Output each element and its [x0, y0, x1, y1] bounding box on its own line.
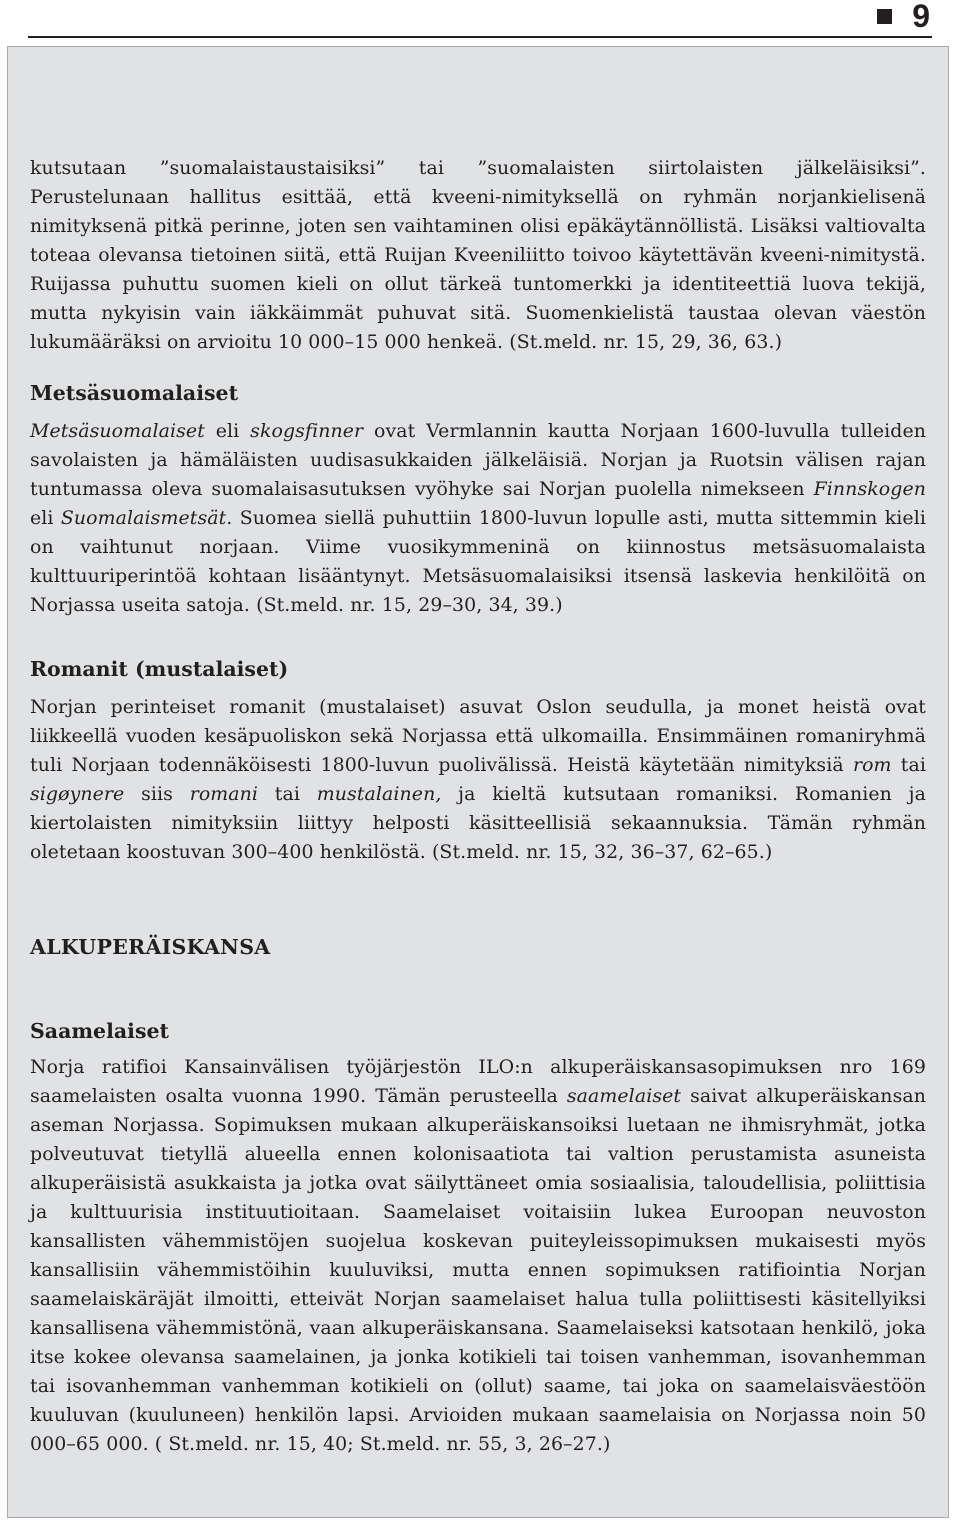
term-saamelaiset: saamelaiset — [566, 1085, 682, 1107]
term-romani: romani — [189, 783, 259, 805]
metsasuomalaiset-paragraph — [30, 417, 926, 620]
text-run: Norja ratifioi Kansainvälisen työjärjestön ILO:n alkuperäiskansasopimuksen nro 169 saamelaisten osalta vuonna 1990. Tämän perusteella — [30, 1056, 926, 1107]
text-run: tai — [891, 754, 926, 776]
saamelaiset-paragraph — [30, 1053, 926, 1459]
intro-paragraph: kutsutaan ”suomalaistaustaisiksi” tai ”suomalaisten siirtolaisten jälkeläisiksi”. Perustelunaan hallitus esittää, että kveeni-nimityksellä on ryhmän norjankielisenä nimityksenä pitkä perinne, joten sen vaihtaminen olisi epäkäytännöllistä. Lisäksi valtiovalta toteaa olevansa tietoinen siitä, että Ruijan Kveeniliitto toivoo käytettävän kveeni-nimitystä. Ruijassa puhuttu suomen kieli on ollut tärkeä tuntomerkki ja identiteettiä luova tekijä, mutta nykyisin vain iäkkäimmät puhuvat sitä. Suomenkielistä taustaa olevan väestön lukumääräksi on arvioitu 10 000–15 000 henkeä. (St.meld. nr. 15, 29, 36, 63.) — [30, 157, 926, 353]
text-run: saivat alkuperäiskansan aseman Norjassa. Sopimuksen mukaan alkuperäiskansoiksi luetaan ne ihmisryhmät, jotka polveutuvat tietyllä alueella ennen kolonisaatiota tai valtion perustamista asuneista alkuperäisistä asukkaista ja jotka ovat säilyttäneet omia sosiaalisia, taloudellisia, poliittisia ja kulttuurisia instituutioitaan. Saamelaiset voitaisiin lukea Euroopan neuvoston kansallisten vähemmistöjen suojelua koskevan puiteyleissopimuksen mukaisesti myös kansallisiin vähemmistöihin kuuluviksi, mutta ennen sopimuksen ratifiointia Norjan saamelaiskäräjät ilmoitti, etteivät Norjan saamelaiset halua tulla poliittisesti käsitellyiksi kansallisena vähemmistönä, vaan alkuperäiskansana. Saamelaiseksi katsotaan henkilö, joka itse kokee olevansa saamelainen, ja jonka kotikieli tai toisen vanhemman, isovanhemman tai isovanhemman vanhemman kotikieli on (ollut) saame, tai joka on saamelaisväestöön kuuluvan (kuuluneen) henkilön lapsi. Arvioiden mukaan saamelaisia on Norjassa noin 50 000–65 000. ( St.meld. nr. 15, 40; St.meld. nr. 55, 3, 26–27.) — [30, 1085, 926, 1455]
section-heading-romanit: Romanit (mustalaiset) — [30, 657, 289, 681]
text-run: ovat Vermlannin kautta Norjaan 1600-luvulla tulleiden savolaisten ja hämäläisten uudisasukkaiden jälkeläisiä. Norjan ja Ruotsin välisen rajan tuntumassa oleva suomalaisasutuksen vyöhyke sai Norjan puolella nimekseen — [30, 420, 926, 500]
term-rom: rom — [852, 754, 892, 776]
section-heading-metsasuomalaiset: Metsäsuomalaiset — [30, 381, 239, 405]
text-run: eli — [204, 420, 251, 442]
term-suomalaismetsat: Suomalaismetsät — [60, 507, 227, 529]
section-heading-saamelaiset: Saamelaiset — [30, 1019, 170, 1043]
page-number: 9 — [912, 0, 930, 34]
square-bullet-icon — [877, 9, 892, 24]
term-finnskogen: Finnskogen — [813, 478, 926, 500]
term-metsasuomalaiset: Metsäsuomalaiset — [30, 420, 205, 442]
content-box — [7, 46, 949, 1518]
page-header — [28, 0, 932, 38]
text-run: ja kieltä kutsutaan romaniksi. Romanien ja kiertolaisten nimityksiin liittyy helposti käsitteellisiä sekaannuksia. Tämän ryhmän oletetaan koostuvan 300–400 henkilöstä. (St.meld. nr. 15, 32, 36–37, 62–65.) — [30, 783, 927, 863]
text-run: tai — [258, 783, 317, 805]
text-run: Norjan perinteiset romanit (mustalaiset) asuvat Oslon seudulla, ja monet heistä ovat liikkeellä vuoden kesäpuoliskon sekä Norjassa että ulkomailla. Ensimmäinen romaniryhmä tuli Norjaan todennäköisesti 1800-luvun puolivälissä. Heistä käytetään nimityksiä — [30, 696, 926, 776]
term-skogsfinner: skogsfinner — [250, 420, 364, 442]
text-run: eli — [30, 507, 61, 529]
text-run: siis — [124, 783, 190, 805]
chapter-heading-alkuperaiskansa: ALKUPERÄISKANSA — [30, 935, 271, 959]
term-mustalainen: mustalainen, — [316, 783, 442, 805]
romanit-paragraph — [30, 693, 926, 867]
term-sigoynere: sigøynere — [30, 783, 125, 805]
text-run: . Suomea siellä puhuttiin 1800-luvun lopulle asti, mutta sittemmin kieli on vaihtunut norjaan. Viime vuosikymmeninä on kiinnostus metsäsuomalaista kulttuuriperintöä kohtaan lisääntynyt. Metsäsuomalaisiksi itsensä laskevia henkilöitä on Norjassa useita satoja. (St.meld. nr. 15, 29–30, 34, 39.) — [30, 507, 926, 616]
